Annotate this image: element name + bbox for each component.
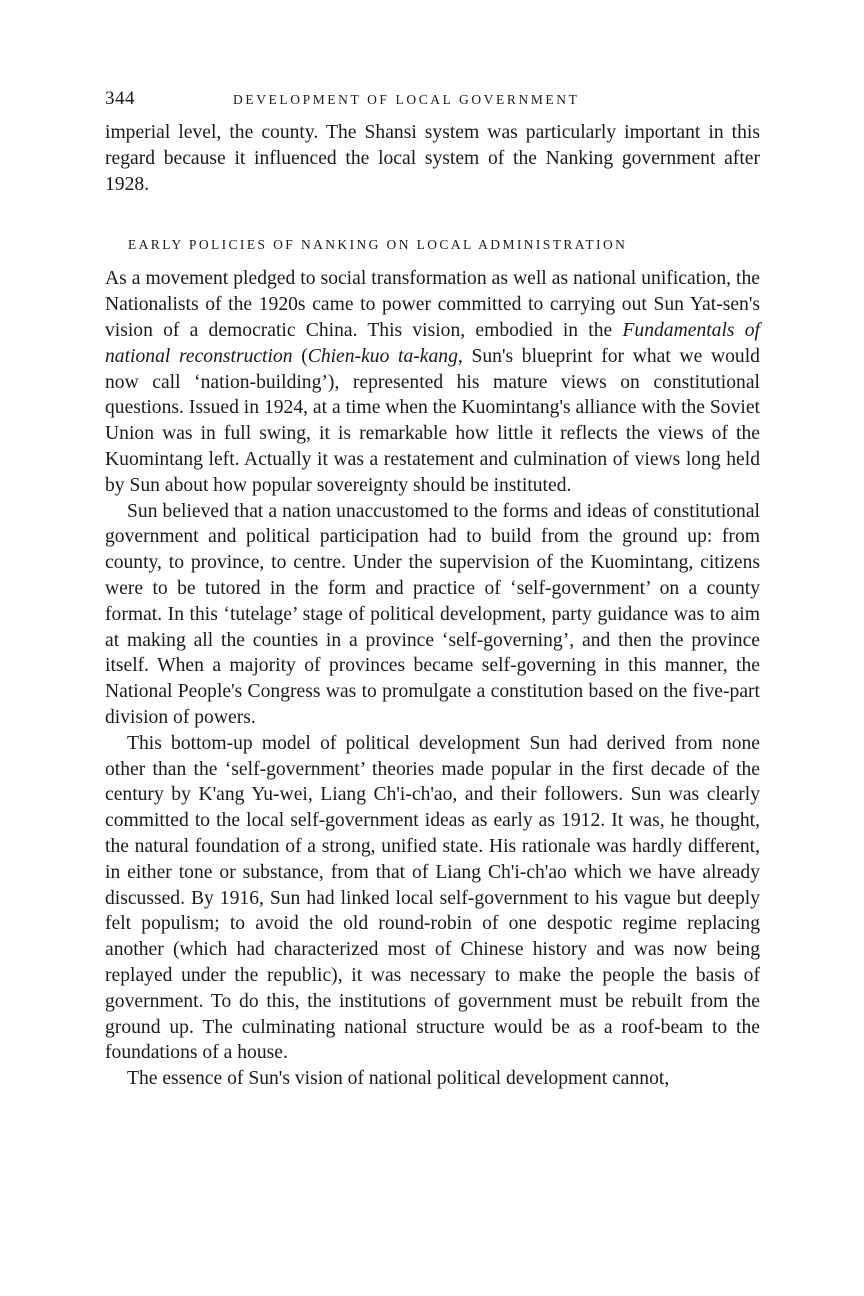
running-head [105,88,760,112]
paragraph-2 [105,266,760,498]
book-title: Fundamentals of national reconstruction [105,319,760,367]
paragraph-3: Sun believed that a nation unaccustomed to the forms and ideas of constitutional government and political participation had to build from the ground up: from county, to province, to centre. Under the supervision of the Kuomintang, citizens were to be tutored in the form and practice of ‘self-government’ on a county format. In this ‘tutelage’ stage of political development, party guidance was to aim at making all the counties in a province ‘self-governing’, and then the province itself. When a majority of provinces became self-governing in this manner, the National People's Congress was to promulgate a constitution based on the five-part division of powers. [105,500,760,728]
paragraph-1: imperial level, the county. The Shansi system was particularly important in this regard because it influenced the local system of the Nanking government after 1928. [105,122,760,195]
paragraph-2-text-a: As a movement pledged to social transformation as well as national unification, the Nationalists of the 1920s came to power committed to carrying out Sun Yat-sen's vision of a democratic China. This vision, embodied in the [105,268,760,341]
book-page [105,88,760,1092]
romanized-title: Chien-kuo ta-kang, [307,345,463,367]
page-number: 344 [105,88,135,109]
paragraph-2-text-b: ( [292,345,308,367]
running-title: DEVELOPMENT OF LOCAL GOVERNMENT [233,92,580,107]
paragraph-4: This bottom-up model of political development Sun had derived from none other than the ‘self-government’ theories made popular in the first decade of the century by K'ang Yu-wei, Liang Ch'i-ch'ao, and their followers. Sun was clearly committed to the local self-government ideas as early as 1912. It was, he thought, the natural foundation of a strong, unified state. His rationale was hardly different, in either tone or substance, from that of Liang Ch'i-ch'ao which we have already discussed. By 1916, Sun had linked local self-government to his vague but deeply felt populism; to avoid the old round-robin of one despotic regime replacing another (which had characterized most of Chinese history and was now being replayed under the republic), it was necessary to make the people the basis of government. To do this, the institutions of government must be rebuilt from the ground up. The culminating national structure would be as a roof-beam to the foundations of a house. [105,732,760,1064]
paragraph-5: The essence of Sun's vision of national political development cannot, [127,1068,670,1090]
section-heading: EARLY POLICIES OF NANKING ON LOCAL ADMINISTRATION [128,237,628,253]
paragraph-2-text-c: Sun's blueprint for what we would now call ‘nation-building’), represented his mature views on constitutional questions. Issued in 1924, at a time when the Kuomintang's alliance with the Soviet Union was in full swing, it is remarkable how little it reflects the views of the Kuomintang left. Actually it was a restatement and culmination of views long held by Sun about how popular sovereignty should be instituted. [105,345,760,496]
